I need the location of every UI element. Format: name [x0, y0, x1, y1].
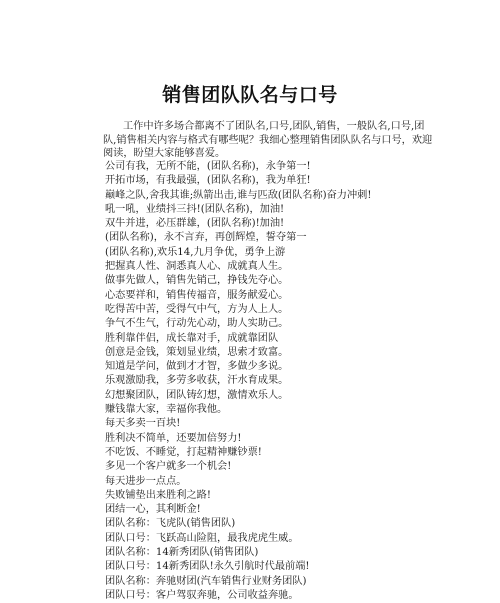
- slogan-line: 团队口号：14新秀团队!永久引航时代最前端!: [105, 561, 310, 573]
- slogan-line: 每天多卖一百块!: [105, 418, 181, 430]
- intro-paragraph: 工作中许多场合都离不了团队名,口号,团队,销售，一般队名,口号,团队,销售相关内容与格式有哪些呢？我细心整理销售团队队名与口号，欢迎阅读，盼望大家能够喜爱。: [103, 121, 433, 159]
- slogan-line: 团队名称：14新秀团队(销售团队): [105, 547, 259, 559]
- document-title: 销售团队队名与口号: [162, 84, 338, 106]
- slogan-line: 创意是金钱，策划显业绩，思索才致富。: [105, 346, 289, 358]
- slogan-line: 团队口号：飞跃高山险阻，最我虎虎生威。: [105, 532, 299, 544]
- slogan-list: [105, 160, 465, 603]
- slogan-line: 不吃饭、不睡觉，打起精神赚钞票!: [105, 446, 262, 458]
- slogan-line: 乐观激励我，多劳多收获，汗水育成果。: [105, 375, 289, 387]
- slogan-line: 团队名称：奔驰财团(汽车销售行业财务团队): [105, 575, 307, 587]
- slogan-line: 心态要祥和，销售传福音，服务献爱心。: [105, 289, 289, 301]
- slogan-line: 胜利靠伴侣，成长靠对手，成就靠团队: [105, 332, 279, 344]
- slogan-line: 吼一吼，业绩抖三抖!(团队名称)，加油!: [105, 203, 285, 215]
- slogan-line: (团队名称),欢乐14,九月争优，勇争上游: [105, 246, 286, 258]
- slogan-line: 把握真人性、洞悉真人心、成就真人生。: [105, 261, 289, 273]
- slogan-line: 团队名称：飞虎队(销售团队): [105, 518, 236, 530]
- slogan-line: 多见一个客户就多一个机会!: [105, 461, 232, 473]
- slogan-line: 知道是学问，做到才才智，多做少多说。: [105, 361, 289, 373]
- slogan-line: (团队名称)，永不言弃，再创辉煌，誓夺第一: [105, 232, 307, 244]
- slogan-line: 双牛并进，必压群雄，(团队名称)!加油!: [105, 218, 285, 230]
- slogan-line: 开拓市场，有我最强，(团队名称)，我为单狂!: [105, 175, 311, 187]
- slogan-line: 巅峰之队,舍我其谁;纵箭出击,谁与匹敌(团队名称)奋力冲刺!: [105, 189, 372, 201]
- slogan-line: 赚钱靠大家，幸福你我他。: [105, 404, 228, 416]
- slogan-line: 争气不生气，行动先心动，助人实助己。: [105, 318, 289, 330]
- slogan-line: 每天进步一点点。: [105, 475, 187, 487]
- slogan-line: 公司有我，无所不能，(团队名称)，永争第一!: [105, 161, 311, 172]
- slogan-line: 团队口号：客户驾驭奔驰，公司收益奔驰。: [105, 589, 299, 601]
- slogan-line: 团结一心，其利断金!: [105, 504, 201, 516]
- slogan-line: 幻想聚团队，团队铸幻想，激情欢乐人。: [105, 389, 289, 401]
- slogan-line: 失败铺垫出来胜利之路!: [105, 489, 211, 501]
- slogan-line: 胜利决不简单，还要加倍努力!: [105, 432, 242, 444]
- slogan-line: 吃得苦中苦，受得气中气，方为人上人。: [105, 303, 289, 315]
- slogan-line: 做事先做人，销售先销己，挣钱先夺心。: [105, 275, 289, 287]
